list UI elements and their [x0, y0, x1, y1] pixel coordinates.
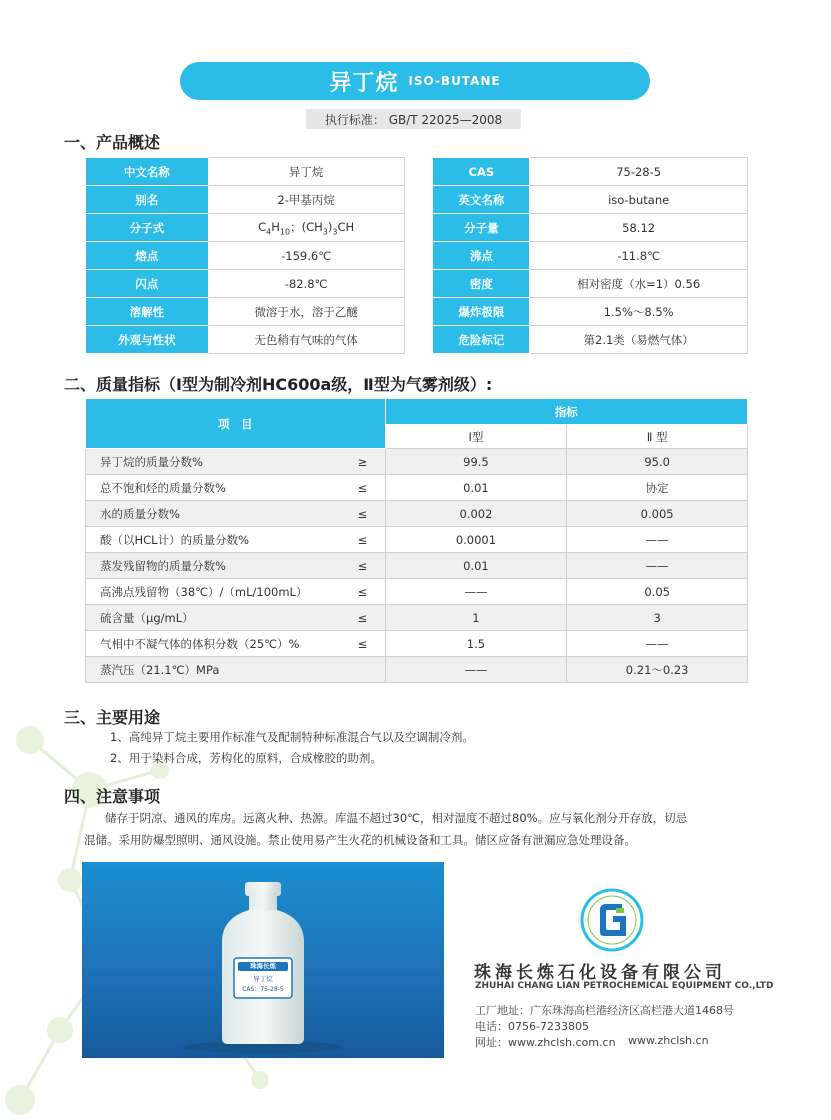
- overview-gap: [404, 214, 433, 242]
- overview-key: 熔点: [86, 242, 209, 270]
- table-row: [86, 553, 748, 579]
- overview-key: 闪点: [86, 270, 209, 298]
- row-type2: 95.0: [567, 449, 748, 475]
- overview-gap: [404, 326, 433, 354]
- row-type2: ——: [567, 553, 748, 579]
- row-item: 硫含量（μg/mL）: [86, 605, 341, 631]
- row-symbol: ≤: [340, 605, 385, 631]
- formula-sub: 3: [322, 227, 328, 237]
- standard-label: 执行标准： GB/T 22025—2008: [306, 109, 521, 129]
- company-name-en: ZHUHAI CHANG LIAN PETROCHEMICAL EQUIPMENT CO.,LTD: [475, 981, 774, 991]
- section1-heading: 一、产品概述: [64, 133, 161, 152]
- row-symbol: ≤: [340, 631, 385, 657]
- quality-table: [85, 398, 748, 683]
- column-header-item: 项 目: [86, 399, 386, 449]
- row-type1: 1.5: [385, 631, 567, 657]
- row-type1: 0.0001: [385, 527, 567, 553]
- overview-value: 无色稍有气味的气体: [208, 326, 404, 354]
- overview-key: 分子式: [86, 214, 209, 242]
- overview-value: 2-甲基丙烷: [208, 186, 404, 214]
- row-type2: 0.005: [567, 501, 748, 527]
- overview-key: 中文名称: [86, 158, 209, 186]
- row-type1: 0.01: [385, 553, 567, 579]
- quality-header-row: [86, 399, 748, 425]
- overview-value: 58.12: [530, 214, 748, 242]
- precaution-text-line1: 储存于阴凉、通风的库房。远离火种、热源。库温不超过30℃，相对湿度不超过80%。应与氧化剂分开存放，切忌: [105, 811, 688, 825]
- overview-row: [86, 270, 748, 298]
- overview-key: 密度: [433, 270, 530, 298]
- row-type1: 99.5: [385, 449, 567, 475]
- row-item: 异丁烷的质量分数%: [86, 449, 341, 475]
- section4-heading: 四、注意事项: [64, 787, 161, 806]
- overview-row: [86, 298, 748, 326]
- row-item: 气相中不凝气体的体积分数（25℃）%: [86, 631, 341, 657]
- row-type2: 0.05: [567, 579, 748, 605]
- row-item: 蒸汽压（21.1℃）MPa: [86, 657, 341, 683]
- formula-part: ；(CH: [290, 219, 323, 234]
- overview-value: 相对密度（水=1）0.56: [530, 270, 748, 298]
- overview-value: -159.6℃: [208, 242, 404, 270]
- molecular-formula: [208, 214, 404, 242]
- company-website[interactable]: 网址：www.zhclsh.com.cn: [475, 1036, 616, 1049]
- overview-value: 1.5%～8.5%: [530, 298, 748, 326]
- company-name-cn: 珠海长炼石化设备有限公司: [474, 963, 726, 983]
- overview-key: 分子量: [433, 214, 530, 242]
- overview-key: 沸点: [433, 242, 530, 270]
- bottle-illustration: [82, 862, 444, 1058]
- table-row: [86, 631, 748, 657]
- overview-row: [86, 242, 748, 270]
- bottle-brand-label: 珠海长炼: [250, 962, 276, 970]
- section2-heading: 二、质量指标（Ⅰ型为制冷剂HC600a级，Ⅱ型为气雾剂级）:: [64, 375, 493, 394]
- overview-key: 别名: [86, 186, 209, 214]
- overview-value: 75-28-5: [530, 158, 748, 186]
- overview-value: iso-butane: [530, 186, 748, 214]
- column-header-type1: Ⅰ型: [385, 425, 567, 449]
- usage-item: 1、高纯异丁烷主要用作标准气及配制特种标准混合气以及空调制冷剂。: [110, 730, 474, 744]
- overview-gap: [404, 298, 433, 326]
- product-photo: [82, 862, 444, 1058]
- page-title-english: ISO-BUTANE: [408, 74, 501, 88]
- row-type1: ——: [385, 657, 567, 683]
- formula-part: H: [271, 219, 280, 234]
- overview-gap: [404, 242, 433, 270]
- overview-row: [86, 186, 748, 214]
- overview-key: 外观与性状: [86, 326, 209, 354]
- column-header-index: 指标: [385, 399, 747, 425]
- overview-row: [86, 158, 748, 186]
- row-symbol: ≤: [340, 475, 385, 501]
- bottle-cas-label: CAS：75-28-5: [242, 986, 284, 993]
- overview-key: 爆炸极限: [433, 298, 530, 326]
- column-header-type2: Ⅱ 型: [567, 425, 748, 449]
- overview-value: -11.8℃: [530, 242, 748, 270]
- overview-key: CAS: [433, 158, 530, 186]
- formula-sub: 10: [279, 227, 291, 237]
- company-phone: 电话：0756-7233805: [475, 1020, 589, 1033]
- row-type2: 协定: [567, 475, 748, 501]
- formula-sub: 3: [332, 227, 338, 237]
- table-row: [86, 475, 748, 501]
- overview-row: [86, 214, 748, 242]
- row-type1: ——: [385, 579, 567, 605]
- row-item: 蒸发残留物的质量分数%: [86, 553, 341, 579]
- overview-table: [85, 157, 748, 354]
- overview-value: 异丁烷: [208, 158, 404, 186]
- row-symbol: [340, 657, 385, 683]
- company-address: 工厂地址：广东珠海高栏港经济区高栏港大道1468号: [475, 1004, 734, 1017]
- formula-part: ): [327, 219, 333, 234]
- row-symbol: ≤: [340, 501, 385, 527]
- company-logo-icon: [580, 888, 644, 952]
- overview-value: -82.8℃: [208, 270, 404, 298]
- row-symbol: ≤: [340, 553, 385, 579]
- usage-item: 2、用于染料合成，芳构化的原料，合成橡胶的助剂。: [110, 751, 382, 765]
- overview-key: 英文名称: [433, 186, 530, 214]
- bottle-product-label: 异丁烷: [253, 975, 273, 983]
- row-item: 高沸点残留物（38℃）/（mL/100mL）: [86, 579, 341, 605]
- row-item: 水的质量分数%: [86, 501, 341, 527]
- row-type2: ——: [567, 631, 748, 657]
- table-row: [86, 527, 748, 553]
- overview-key: 危险标记: [433, 326, 530, 354]
- row-symbol: ≤: [340, 527, 385, 553]
- row-type1: 1: [385, 605, 567, 631]
- table-row: [86, 605, 748, 631]
- overview-gap: [404, 158, 433, 186]
- table-row: [86, 657, 748, 683]
- overview-key: 溶解性: [86, 298, 209, 326]
- row-type1: 0.002: [385, 501, 567, 527]
- overview-gap: [404, 270, 433, 298]
- formula-part: CH: [337, 219, 355, 234]
- page-title: 异丁烷: [329, 70, 399, 96]
- overview-value: 第2.1类（易燃气体）: [530, 326, 748, 354]
- overview-value: 微溶于水，溶于乙醚: [208, 298, 404, 326]
- overview-gap: [404, 186, 433, 214]
- precaution-text-line2: 混储。采用防爆型照明、通风设施。禁止使用易产生火花的机械设备和工具。储区应备有泄漏应急处理设备。: [84, 833, 636, 847]
- title-banner: [180, 62, 650, 100]
- row-item: 酸（以HCL计）的质量分数%: [86, 527, 341, 553]
- table-row: [86, 449, 748, 475]
- formula-part: C: [258, 219, 267, 234]
- table-row: [86, 501, 748, 527]
- row-item: 总不饱和烃的质量分数%: [86, 475, 341, 501]
- formula-sub: 4: [266, 227, 272, 237]
- row-symbol: ≤: [340, 579, 385, 605]
- overview-row: [86, 326, 748, 354]
- section3-heading: 三、主要用途: [64, 708, 161, 727]
- table-row: [86, 579, 748, 605]
- row-type2: 0.21～0.23: [567, 657, 748, 683]
- row-symbol: ≥: [340, 449, 385, 475]
- row-type2: 3: [567, 605, 748, 631]
- row-type2: ——: [567, 527, 748, 553]
- row-type1: 0.01: [385, 475, 567, 501]
- company-website-alt[interactable]: www.zhclsh.cn: [628, 1034, 709, 1047]
